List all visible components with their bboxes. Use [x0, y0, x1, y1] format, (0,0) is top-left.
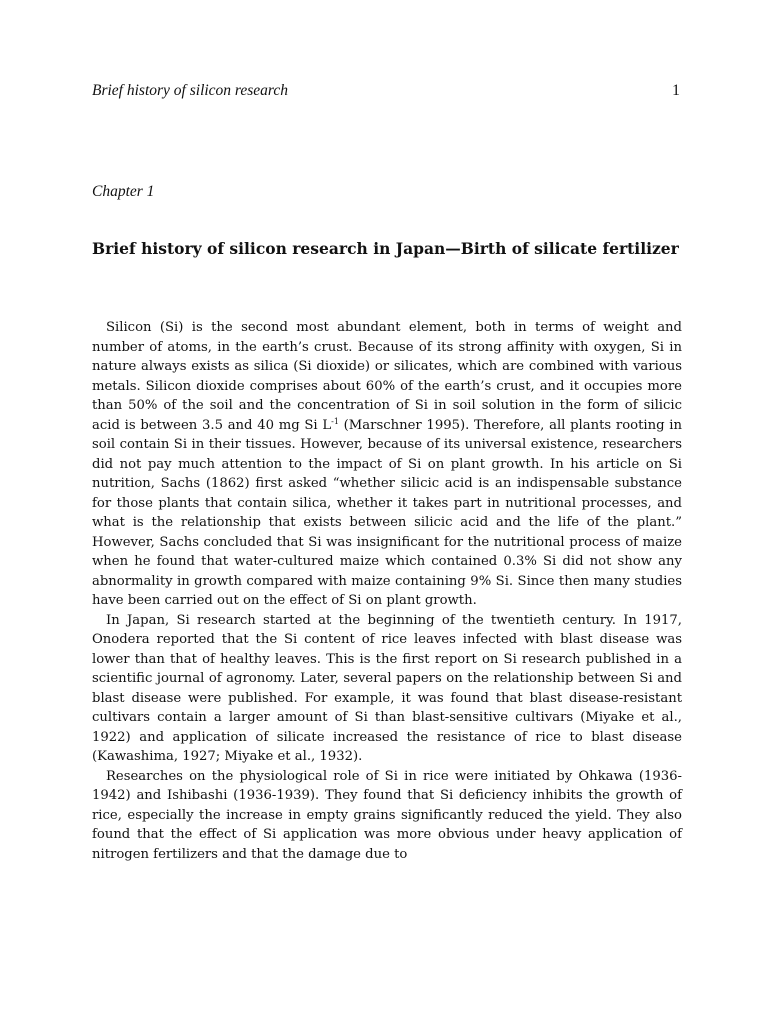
superscript-exponent: -1 [331, 416, 339, 426]
chapter-label: Chapter 1 [92, 183, 155, 200]
page-number: 1 [672, 82, 680, 99]
paragraph-3: Researches on the physiological role of Si in rice were initiated by Ohkawa (1936-1942) and Ishibashi (1936-1939). They found that Si deficiency inhibits the growth of rice, especially the increase in empty grains significantly reduced the yield. They also found that the effect of Si application was more obvious under heavy application of nitrogen fertilizers and that the damage due to [92, 768, 682, 862]
paragraph-1-text-b: (Marschner 1995). Therefore, all plants rooting in soil contain Si in their tissues. However, because of its universal existence, researchers did not pay much attention to the impact of Si on plant growth. In his article on Si nutrition, Sachs (1862) first asked “whether silicic acid is an indispensable substance for those plants that contain silica, whether it takes part in nutritional processes, and what is the relationship that exists between silicic acid and the life of the plant.” However, Sachs concluded that Si was insignificant for the nutritional process of maize when he found that water-cultured maize which contained 0.3% Si did not show any abnormality in growth compared with maize containing 9% Si. Since then many studies have been carried out on the effect of Si on plant growth. [92, 417, 682, 608]
paragraph-2: In Japan, Si research started at the beginning of the twentieth century. In 1917, Onodera reported that the Si content of rice leaves infected with blast disease was lower than that of healthy leaves. This is the first report on Si research published in a scientific journal of agronomy. Later, several papers on the relationship between Si and blast disease were published. For example, it was found that blast disease-resistant cultivars contain a larger amount of Si than blast-sensitive cultivars (Miyake et al., 1922) and application of silicate increased the resistance of rice to blast disease (Kawashima, 1927; Miyake et al., 1932). [92, 612, 682, 764]
running-title: Brief history of silicon research [92, 82, 289, 99]
chapter-title: Brief history of silicon research in Japan—Birth of silicate fertilizer [92, 239, 679, 258]
paragraph-1 [92, 318, 682, 611]
body-text [92, 318, 682, 864]
paragraph-1-text-a: Silicon (Si) is the second most abundant element, both in terms of weight and number of atoms, in the earth’s crust. Because of its strong affinity with oxygen, Si in nature always exists as silica (Si dioxide) or silicates, which are combined with various metals. Silicon dioxide comprises about 60% of the earth’s crust, and it occupies more than 50% of the soil and the concentration of Si in soil solution in the form of silicic acid is between 3.5 and 40 mg Si L [92, 320, 682, 433]
running-header [92, 82, 680, 104]
